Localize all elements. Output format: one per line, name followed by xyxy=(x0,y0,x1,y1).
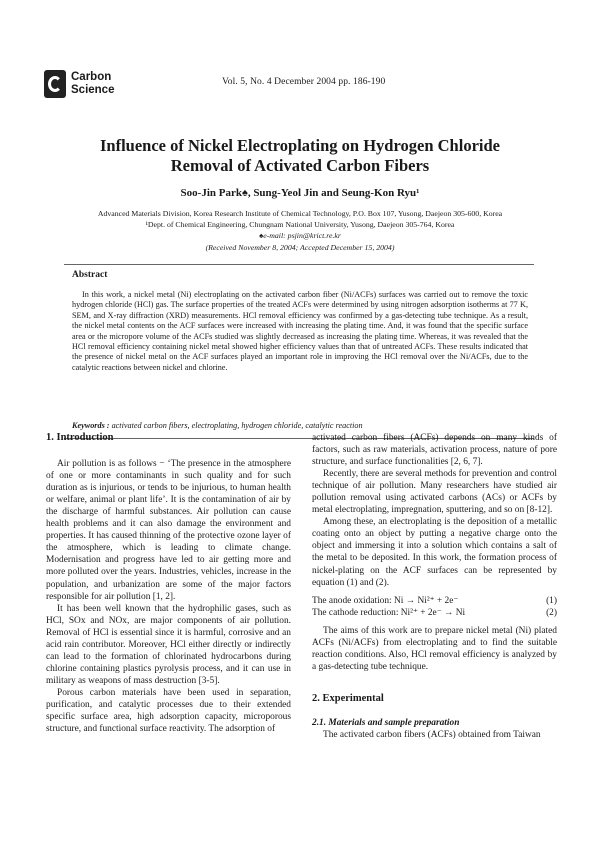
equation-2-number: (2) xyxy=(546,607,557,618)
received-dates: (Received November 8, 2004; Accepted December 15, 2004) xyxy=(205,242,395,252)
affiliation-2: ¹Dept. of Chemical Engineering, Chungnam National University, Yusong, Daejeon 305-764, Korea xyxy=(145,220,455,230)
subsection-heading-materials: 2.1. Materials and sample preparation xyxy=(312,717,460,728)
intro-paragraph-3: Porous carbon materials have been used in separation, purification, and catalytic processes due to their extended specific surface area, high adsorption capacity, microporous structure, and functional surface reactivity. The adsorption of xyxy=(46,687,291,735)
carbon-logo-icon xyxy=(44,70,66,98)
right-column xyxy=(312,432,557,741)
affiliation-1: Advanced Materials Division, Korea Research Institute of Chemical Technology, P.O. Box 107, Yusong, Daejeon 305-600, Korea xyxy=(97,209,503,218)
abstract-heading: Abstract xyxy=(72,270,108,280)
abstract-text: In this work, a nickel metal (Ni) electroplating on the activated carbon fiber (Ni/ACFs) surfaces was carried out to remove the toxic hydrogen chloride (HCl) gas. The surface properties of the treated ACFs were determined by using nitrogen adsorption isotherms at 77 K, SEM, and X-ray diffraction (XRD) measurements. HCl removal efficiency was confirmed by a gas-detecting tube technique. As a result, the nickel metal contents on the ACF surfaces were increased with increasing the plating time. And, it was found that the specific surface area or the micropore volume of the ACFs studied was slightly decreased as increasing the plating time. Whereas, it was revealed that the HCl removal efficiency containing nickel metal showed higher efficiency values than that of untreated ACFs. These results indicated that the presence of nickel metal on the ACF surfaces played an important role in improving the HCl removal over the Ni/ACFs, due to the catalytic reactions between nickel and chlorine. xyxy=(72,290,528,372)
left-column xyxy=(46,432,291,735)
abstract-top-rule xyxy=(64,264,534,265)
equation-1-text: The anode oxidation: Ni → Ni²⁺ + 2e⁻ xyxy=(312,595,459,606)
logo-line1: Carbon xyxy=(71,71,112,83)
title-line2: Removal of Activated Carbon Fibers xyxy=(170,156,430,175)
section-heading-experimental: 2. Experimental xyxy=(312,692,384,704)
journal-info: Vol. 5, No. 4 December 2004 pp. 186-190 xyxy=(222,77,386,87)
equation-1 xyxy=(312,595,557,607)
authors: Soo-Jin Park♠, Sung-Yeol Jin and Seung-Kon Ryu¹ xyxy=(180,187,420,199)
affiliations xyxy=(0,208,600,253)
section-heading-introduction: 1. Introduction xyxy=(46,432,114,443)
intro-paragraph-1: Air pollution is as follows − ‘The presence in the atmosphere of one or more contaminants in such quality and for such duration as is injurious, or tends to be injurious, to human health or welfare, animal or plant life’. It is the contamination of air by the discharge of harmful substances. Air pollution can cause health problems and it can also damage the environment and properties. It has caused thinning of the protective ozone layer of the atmosphere, which is leading to climate change. Modernisation and progress have led to air getting more and more polluted over the years. Industries, vehicles, increase in the population, and urbanization are some of the major factors responsible for air pollution [1, 2]. xyxy=(46,459,291,602)
equation-2-text: The cathode reduction: Ni²⁺ + 2e⁻ → Ni xyxy=(312,607,466,618)
logo-line2: Science xyxy=(71,84,115,96)
intro-paragraph-6: Among these, an electroplating is the deposition of a metallic coating onto an object by putting a negative charge onto the object and immersing it into a solution which contains a salt of the metal to be deposited. In this work, the formation process of nickel-plating on the ACF surfaces can be represented by equation (1) and (2). xyxy=(312,517,557,588)
intro-paragraph-5: Recently, there are several methods for prevention and control technique of air pollution. Many researchers have studied air pollution removal using activated carbons (ACs) or ACFs by metal electroplating, impregnation, sputtering, and so on [8-12]. xyxy=(312,469,557,516)
intro-paragraph-7: The aims of this work are to prepare nickel metal (Ni) plated ACFs (Ni/ACFs) from electroplating and to find the suitable reaction conditions. Also, HCl removal efficiency is analyzed by a gas-detecting tube technique. xyxy=(312,625,557,672)
keywords-label: Keywords : xyxy=(72,421,110,430)
keywords-list: activated carbon fibers, electroplating, hydrogen chloride, catalytic reaction xyxy=(111,421,363,430)
logo-text xyxy=(71,71,114,97)
title-line1: Influence of Nickel Electroplating on Hydrogen Chloride xyxy=(100,136,500,155)
email: ♠e-mail: psjin@krict.re.kr xyxy=(259,231,341,241)
paper-title xyxy=(0,136,600,176)
equation-2 xyxy=(312,607,557,619)
equation-1-number: (1) xyxy=(546,595,557,606)
keywords xyxy=(72,421,528,430)
intro-paragraph-2: It has been well known that the hydrophilic gases, such as HCl, SOx and NOx, are major components of air pollution. Removal of HCl is essential since it is harmful, corrosive and an acid rain contributor. Moreover, HCl either directly or indirectly can lead to the formation of chlorinated hydrocarbons during chlorine containing plastics pyrolysis process, and it can use in military as weapons of mass destruction [3-5]. xyxy=(46,603,291,686)
intro-paragraph-4: activated carbon fibers (ACFs) depends on many kinds of factors, such as raw materials, activation process, nature of pore structure, and surface functionalities [2, 6, 7]. xyxy=(312,433,557,468)
journal-logo xyxy=(44,70,114,98)
experimental-paragraph-1: The activated carbon fibers (ACFs) obtained from Taiwan xyxy=(323,729,541,740)
